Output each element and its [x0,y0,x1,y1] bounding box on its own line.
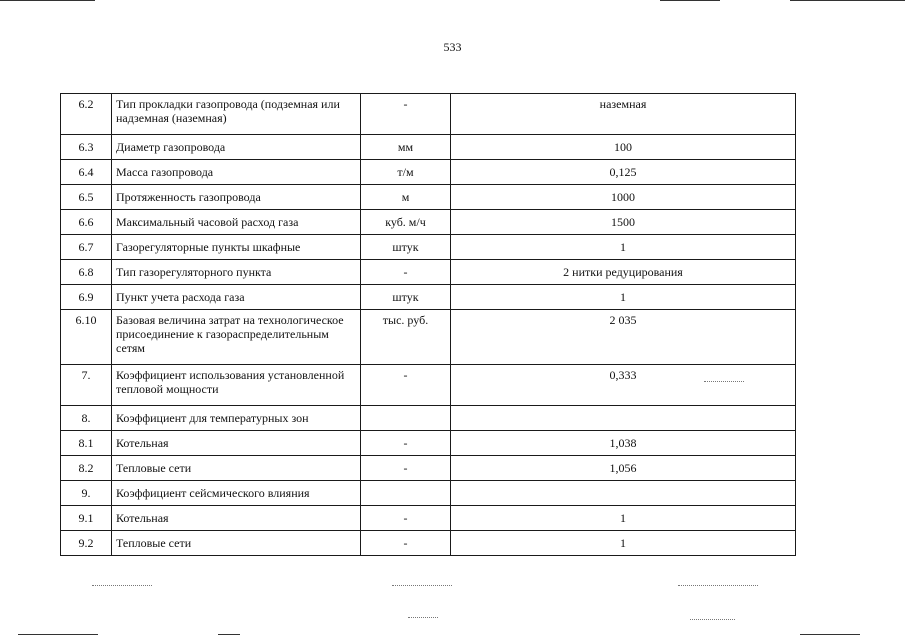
table-row [61,406,796,431]
row-number-cell: 7. [61,365,112,406]
table-row [61,431,796,456]
row-value-cell: 0,333 [451,365,796,406]
table-row [61,456,796,481]
scan-artifact-dots-2 [392,585,452,586]
row-value-cell: 2 035 [451,310,796,365]
row-name-cell: Газорегуляторные пункты шкафные [112,235,361,260]
row-unit-cell: - [361,531,451,556]
table-row [61,260,796,285]
table-row [61,94,796,135]
scan-artifact-top-left [0,0,95,1]
row-unit-cell: - [361,506,451,531]
row-value-cell: 1,038 [451,431,796,456]
scan-artifact-dots-4 [408,617,438,618]
row-unit-cell: м [361,185,451,210]
scan-artifact-dots-1 [92,585,152,586]
row-value-cell: 1,056 [451,456,796,481]
row-unit-cell: - [361,456,451,481]
row-name-cell: Тип газорегуляторного пункта [112,260,361,285]
table-row [61,160,796,185]
row-name-cell: Пункт учета расхода газа [112,285,361,310]
row-number-cell: 6.3 [61,135,112,160]
row-number-cell: 8.2 [61,456,112,481]
table-row [61,235,796,260]
scan-artifact-dots-5 [690,619,735,620]
table-row [61,310,796,365]
row-number-cell: 6.8 [61,260,112,285]
scan-artifact-bottom-left [18,634,98,635]
row-unit-cell: т/м [361,160,451,185]
row-value-cell: 1000 [451,185,796,210]
row-number-cell: 9.1 [61,506,112,531]
row-number-cell: 6.5 [61,185,112,210]
row-value-cell [451,481,796,506]
row-number-cell: 8.1 [61,431,112,456]
table-row [61,135,796,160]
table-row [61,481,796,506]
row-name-cell: Котельная [112,431,361,456]
row-value-cell: 1 [451,506,796,531]
row-number-cell: 6.4 [61,160,112,185]
row-name-cell: Диаметр газопровода [112,135,361,160]
row-number-cell: 6.9 [61,285,112,310]
row-number-cell: 6.6 [61,210,112,235]
table-row [61,531,796,556]
table-row [61,365,796,406]
row-value-cell: 1500 [451,210,796,235]
table-row [61,210,796,235]
page-number: 533 [443,40,462,54]
row-unit-cell: тыс. руб. [361,310,451,365]
row-name-cell: Коэффициент использования установленной тепловой мощности [112,365,361,406]
table-row [61,185,796,210]
spec-table [60,93,796,556]
table-row [61,285,796,310]
row-name-cell: Тепловые сети [112,531,361,556]
row-number-cell: 9. [61,481,112,506]
scan-artifact-top-right [660,0,720,1]
row-unit-cell [361,481,451,506]
row-value-cell: 0,125 [451,160,796,185]
row-unit-cell: - [361,365,451,406]
row-name-cell: Коэффициент для температурных зон [112,406,361,431]
row-value-cell: 1 [451,235,796,260]
row-name-cell: Тепловые сети [112,456,361,481]
row-name-cell: Базовая величина затрат на технологическое присоединение к газораспределительным сетям [112,310,361,365]
row-name-cell: Протяженность газопровода [112,185,361,210]
row-name-cell: Котельная [112,506,361,531]
row-name-cell: Максимальный часовой расход газа [112,210,361,235]
row-unit-cell: - [361,431,451,456]
row-unit-cell: - [361,260,451,285]
row-unit-cell: штук [361,235,451,260]
table-body [61,94,796,556]
row-unit-cell: мм [361,135,451,160]
row-unit-cell [361,406,451,431]
row-value-cell: 1 [451,531,796,556]
scan-artifact-dots-3 [678,585,758,586]
row-number-cell: 6.7 [61,235,112,260]
scan-artifact-bottom-right [800,634,860,635]
row-number-cell: 6.2 [61,94,112,135]
row-unit-cell: куб. м/ч [361,210,451,235]
scan-artifact-top-right-2 [790,0,905,1]
row-name-cell: Масса газопровода [112,160,361,185]
row-number-cell: 6.10 [61,310,112,365]
row-unit-cell: штук [361,285,451,310]
row-number-cell: 9.2 [61,531,112,556]
row-number-cell: 8. [61,406,112,431]
table-row [61,506,796,531]
scan-artifact-bottom-mid [218,634,240,635]
row-name-cell: Коэффициент сейсмического влияния [112,481,361,506]
row-value-cell: 2 нитки редуцирования [451,260,796,285]
row-value-cell: наземная [451,94,796,135]
row-value-cell [451,406,796,431]
row-unit-cell: - [361,94,451,135]
row-name-cell: Тип прокладки газопровода (подземная или надземная (наземная) [112,94,361,135]
row-value-cell: 100 [451,135,796,160]
row-value-cell: 1 [451,285,796,310]
